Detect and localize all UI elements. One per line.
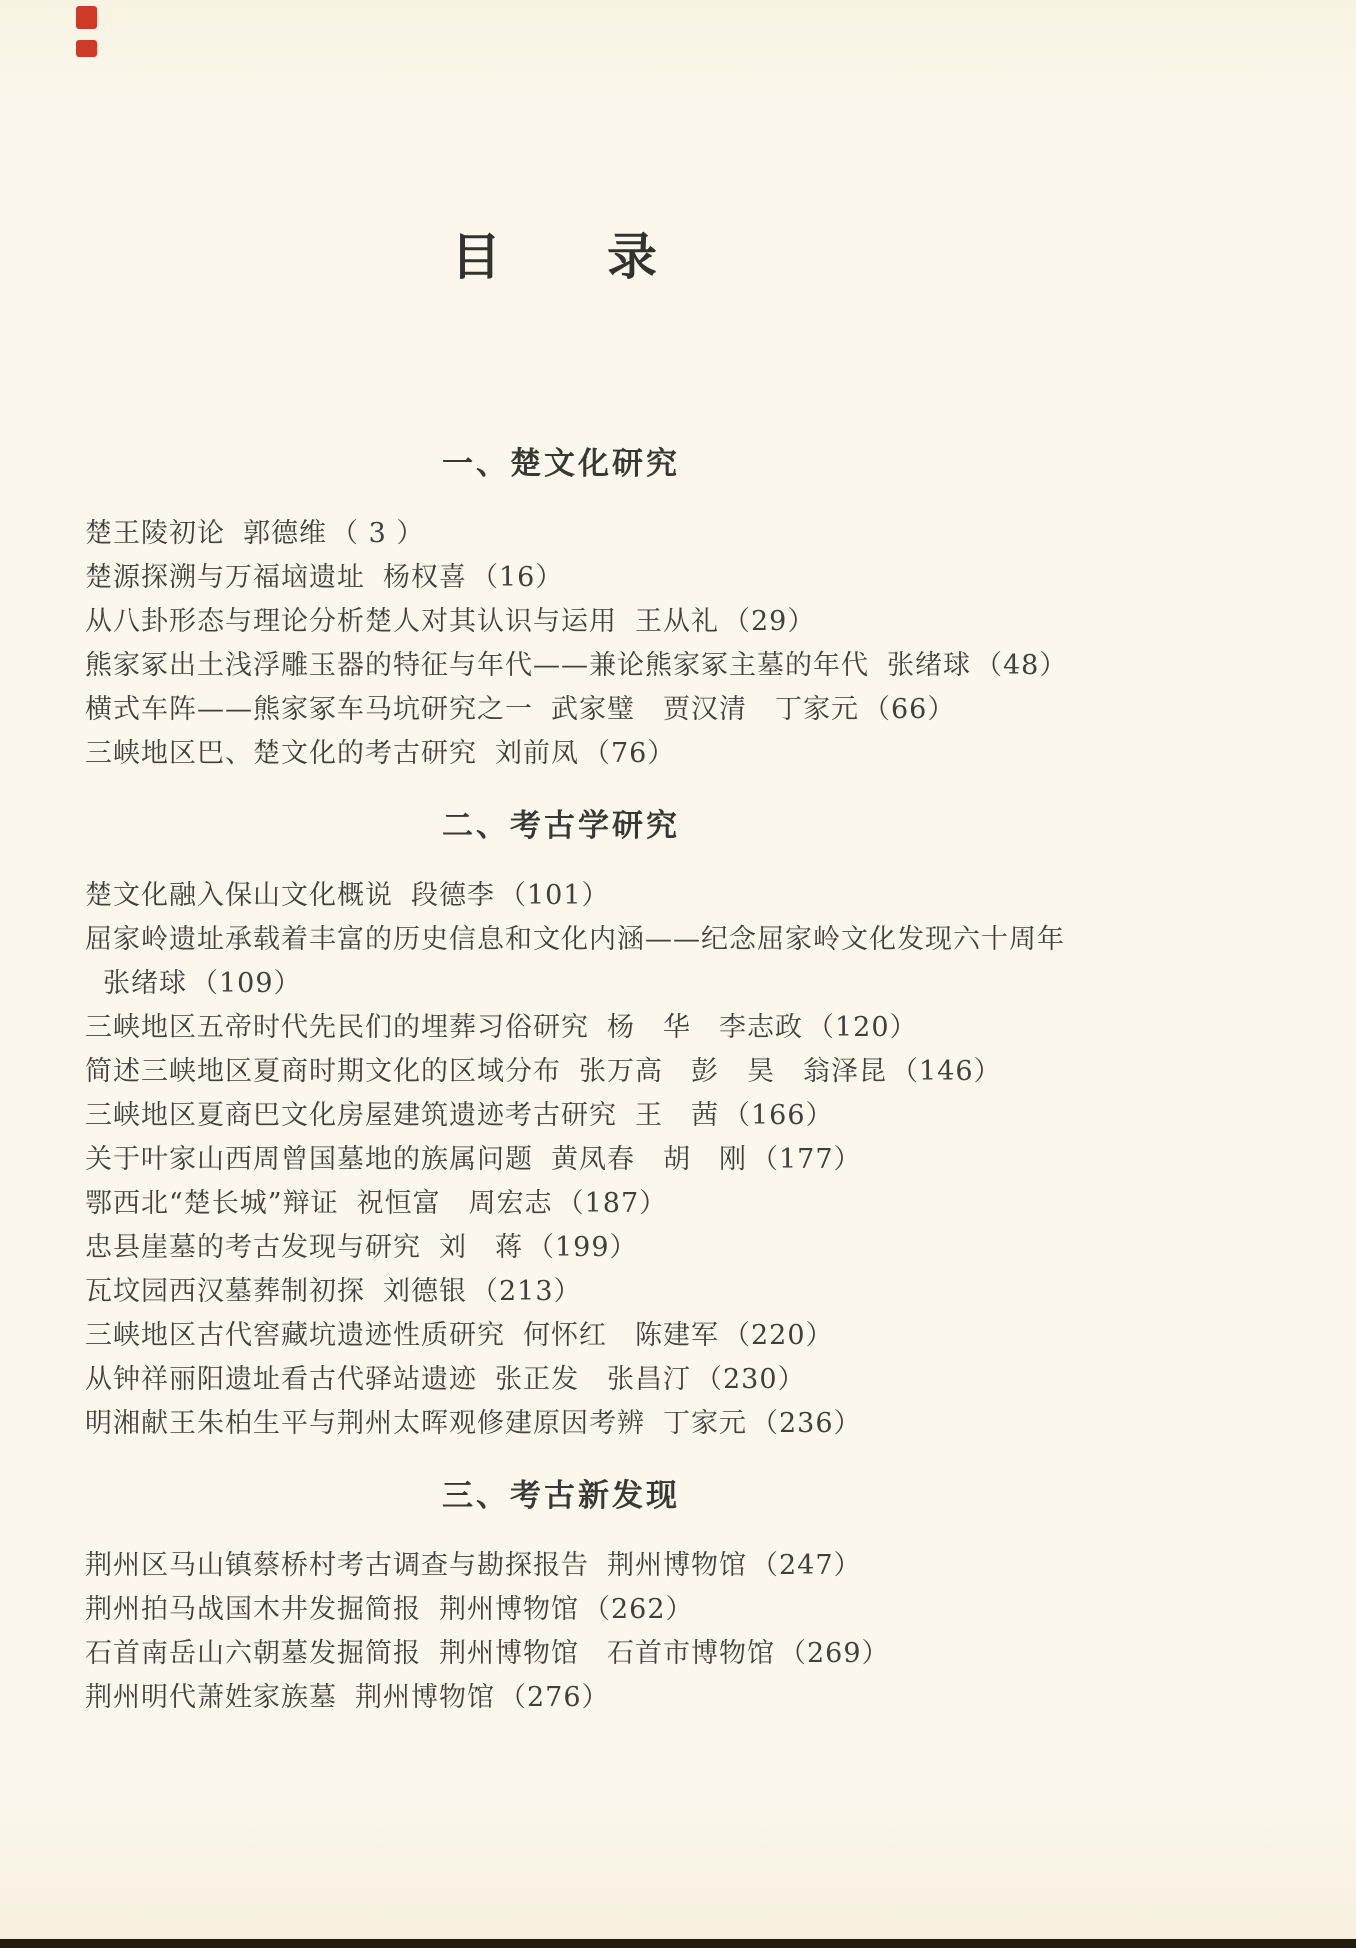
section-heading: 一、楚文化研究: [442, 446, 680, 482]
toc-entry: [85, 914, 1065, 958]
entry-page-number: （16）: [471, 561, 564, 593]
entry-title: 从钟祥丽阳遗址看古代驿站遗迹: [85, 1363, 477, 1395]
entry-authors: 杨权喜: [383, 561, 467, 593]
entry-page-number: （109）: [191, 967, 302, 999]
entry-page-number: （247）: [751, 1549, 862, 1581]
entry-authors: 荆州博物馆: [439, 1593, 579, 1625]
toc-entry: [85, 1584, 969, 1628]
entry-title: 熊家冢出土浅浮雕玉器的特征与年代——兼论熊家冢主墓的年代: [85, 649, 869, 681]
entry-authors: 张正发 张昌汀: [495, 1363, 691, 1395]
entry-title: 从八卦形态与理论分析楚人对其认识与运用: [85, 605, 617, 637]
section-heading: 三、考古新发现: [442, 1478, 680, 1514]
toc-content: [85, 0, 1068, 1716]
entry-page-number: （276）: [499, 1681, 610, 1713]
entry-title: 横式车阵——熊家冢车马坑研究之一: [85, 693, 533, 725]
entry-authors: 张绪球: [887, 649, 971, 681]
entry-page-number: （230）: [695, 1363, 806, 1395]
toc-entry: [85, 508, 969, 552]
toc-entry: [85, 1178, 969, 1222]
entry-title: 楚文化融入保山文化概说: [85, 879, 393, 911]
entry-page-number: （66）: [863, 693, 956, 725]
toc-entry: [85, 1672, 969, 1716]
entry-title: 石首南岳山六朝墓发掘简报: [85, 1637, 421, 1669]
page-title: 目 录: [451, 227, 659, 286]
entry-title: 三峡地区古代窖藏坑遗迹性质研究: [85, 1319, 505, 1351]
entry-page-number: （269）: [779, 1637, 890, 1669]
toc-entry: [85, 1398, 969, 1442]
toc-entry: [85, 1266, 969, 1310]
entry-page-number: （101）: [499, 879, 610, 911]
entry-authors: 张绪球: [103, 967, 187, 999]
entry-page-number: （187）: [556, 1187, 668, 1219]
toc-entry: [85, 684, 969, 728]
entry-title: 荆州拍马战国木井发掘简报: [85, 1593, 421, 1625]
entry-page-number: （213）: [471, 1275, 582, 1307]
entry-authors: 何怀红 陈建军: [523, 1319, 719, 1351]
scan-bottom-edge: [0, 1939, 1356, 1948]
entry-page-number: （166）: [723, 1099, 834, 1131]
entry-authors: 荆州博物馆: [607, 1549, 747, 1581]
toc-sections: [85, 446, 1068, 1716]
entry-title: 三峡地区五帝时代先民们的埋葬习俗研究: [85, 1011, 589, 1043]
entry-authors: 祝恒富 周宏志: [356, 1187, 553, 1219]
toc-section: [85, 446, 1068, 772]
entry-title: 三峡地区夏商巴文化房屋建筑遗迹考古研究: [85, 1099, 617, 1131]
entry-page-number: （199）: [527, 1231, 638, 1263]
entry-page-number: （120）: [807, 1011, 918, 1043]
entry-authors: 段德李: [411, 879, 495, 911]
entry-authors: 黄凤春 胡 刚: [551, 1143, 747, 1175]
entry-page-number: （76）: [583, 737, 676, 769]
entry-authors: 荆州博物馆: [355, 1681, 495, 1713]
entry-title: 荆州明代萧姓家族墓: [85, 1681, 337, 1713]
entry-page-number: （262）: [583, 1593, 694, 1625]
entry-page-number: （ 3 ）: [331, 517, 425, 549]
entry-title: 瓦坟园西汉墓葬制初探: [85, 1275, 365, 1307]
toc-entry: [85, 1046, 1002, 1090]
toc-section: [85, 1478, 969, 1716]
entry-authors: 杨 华 李志政: [607, 1011, 803, 1043]
entry-authors: 刘 蒋: [439, 1231, 523, 1263]
entry-title: 屈家岭遗址承载着丰富的历史信息和文化内涵——纪念屈家岭文化发现六十周年: [85, 923, 1065, 955]
section-heading: 二、考古学研究: [442, 808, 680, 844]
toc-entry: [85, 728, 969, 772]
toc-entry: [85, 1090, 969, 1134]
toc-entry: [85, 870, 969, 914]
entry-title: 简述三峡地区夏商时期文化的区域分布: [85, 1055, 561, 1087]
entry-authors: 王 茜: [635, 1099, 719, 1131]
entry-authors: 刘德银: [383, 1275, 467, 1307]
entry-title: 鄂西北“楚长城”辩证: [85, 1187, 339, 1219]
toc-entry: [85, 640, 1068, 684]
entry-title: 三峡地区巴、楚文化的考古研究: [85, 737, 477, 769]
entry-title: 关于叶家山西周曾国墓地的族属问题: [85, 1143, 533, 1175]
entry-title: 明湘献王朱柏生平与荆州太晖观修建原因考辨: [85, 1407, 645, 1439]
entry-page-number: （236）: [751, 1407, 862, 1439]
toc-entry: [85, 1354, 969, 1398]
toc-entry: [85, 1310, 969, 1354]
entry-authors: 王从礼: [635, 605, 719, 637]
toc-entry: [85, 1222, 969, 1266]
entry-authors: 丁家元: [663, 1407, 747, 1439]
toc-entry: [85, 1134, 969, 1178]
entry-title: 荆州区马山镇蔡桥村考古调查与勘探报告: [85, 1549, 589, 1581]
entry-title: 楚王陵初论: [85, 517, 225, 549]
entry-page-number: （146）: [891, 1055, 1002, 1087]
entry-page-number: （29）: [723, 605, 816, 637]
entry-page-number: （177）: [751, 1143, 862, 1175]
entry-page-number: （48）: [975, 649, 1068, 681]
toc-entry-continuation: [85, 958, 969, 1002]
toc-section: [85, 808, 1065, 1442]
toc-entry: [85, 1628, 969, 1672]
toc-entry: [85, 552, 969, 596]
toc-entry: [85, 596, 969, 640]
entry-authors: 郭德维: [243, 517, 327, 549]
entry-title: 忠县崖墓的考古发现与研究: [85, 1231, 421, 1263]
entry-page-number: （220）: [723, 1319, 834, 1351]
entry-title: 楚源探溯与万福垴遗址: [85, 561, 365, 593]
entry-authors: 张万高 彭 昊 翁泽昆: [579, 1055, 887, 1087]
toc-entry: [85, 1540, 969, 1584]
entry-authors: 荆州博物馆 石首市博物馆: [439, 1637, 775, 1669]
entry-authors: 武家璧 贾汉清 丁家元: [551, 693, 859, 725]
entry-authors: 刘前凤: [495, 737, 579, 769]
toc-entry: [85, 1002, 969, 1046]
